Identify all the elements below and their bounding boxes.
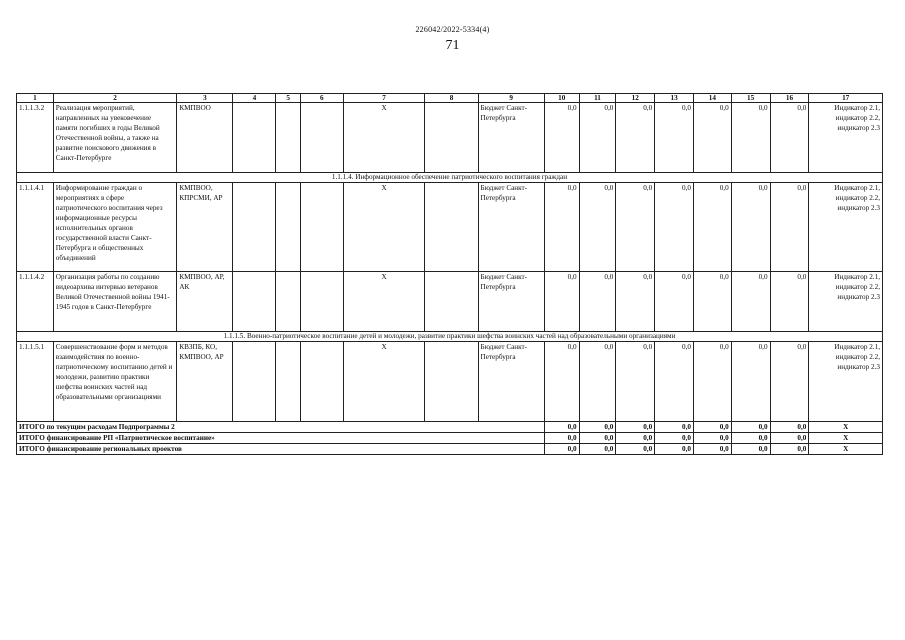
column-header: 3 [177, 94, 233, 103]
empty-cell [300, 272, 343, 332]
column-header: 15 [731, 94, 770, 103]
total-value: 0,0 [693, 433, 731, 444]
total-value: 0,0 [616, 444, 655, 455]
total-value: 0,0 [770, 444, 809, 455]
row-source: Бюджет Санкт-Петербурга [478, 342, 544, 422]
total-value: 0,0 [770, 433, 809, 444]
empty-cell [233, 183, 276, 272]
empty-cell [233, 342, 276, 422]
table-row [17, 272, 883, 332]
row-value: 0,0 [731, 183, 770, 272]
row-value: 0,0 [616, 272, 655, 332]
row-indicators: Индикатор 2.1, индикатор 2.2, индикатор 2.3 [809, 103, 883, 173]
row-value: 0,0 [655, 272, 694, 332]
row-source: Бюджет Санкт-Петербурга [478, 272, 544, 332]
row-value: 0,0 [579, 183, 616, 272]
column-header: 8 [425, 94, 478, 103]
row-mark: Х [343, 183, 425, 272]
total-value: 0,0 [544, 444, 579, 455]
column-header: 14 [693, 94, 731, 103]
row-value: 0,0 [770, 183, 809, 272]
row-value: 0,0 [579, 272, 616, 332]
row-executors: КМПВОО, КПРСМИ, АР [177, 183, 233, 272]
empty-cell [276, 342, 301, 422]
row-source: Бюджет Санкт-Петербурга [478, 103, 544, 173]
row-code: 1.1.1.4.1 [17, 183, 54, 272]
total-row [17, 433, 883, 444]
row-value: 0,0 [693, 103, 731, 173]
section-title: 1.1.1.4. Информационное обеспечение патриотического воспитания граждан [17, 173, 883, 183]
table-row [17, 183, 883, 272]
total-value: 0,0 [579, 433, 616, 444]
row-value: 0,0 [770, 272, 809, 332]
total-value: 0,0 [693, 422, 731, 433]
total-value: 0,0 [693, 444, 731, 455]
row-value: 0,0 [770, 342, 809, 422]
row-value: 0,0 [655, 103, 694, 173]
empty-cell [425, 342, 478, 422]
section-row [17, 173, 883, 183]
empty-cell [425, 103, 478, 173]
document-id: 226042/2022-5334(4) [415, 25, 490, 34]
row-code: 1.1.1.3.2 [17, 103, 54, 173]
total-value: 0,0 [616, 422, 655, 433]
row-value: 0,0 [655, 183, 694, 272]
row-value: 0,0 [616, 342, 655, 422]
total-mark: Х [809, 444, 883, 455]
row-value: 0,0 [693, 342, 731, 422]
empty-cell [233, 103, 276, 173]
row-value: 0,0 [770, 103, 809, 173]
column-header: 16 [770, 94, 809, 103]
row-value: 0,0 [731, 342, 770, 422]
empty-cell [425, 183, 478, 272]
row-indicators: Индикатор 2.1, индикатор 2.2, индикатор 2.3 [809, 272, 883, 332]
row-value: 0,0 [616, 103, 655, 173]
total-row [17, 444, 883, 455]
row-value: 0,0 [544, 183, 579, 272]
program-table [16, 93, 883, 455]
row-executors: КМПВОО [177, 103, 233, 173]
empty-cell [233, 272, 276, 332]
page-number: 71 [445, 38, 460, 53]
row-mark: Х [343, 272, 425, 332]
total-value: 0,0 [731, 433, 770, 444]
column-header: 2 [53, 94, 177, 103]
empty-cell [276, 183, 301, 272]
row-value: 0,0 [693, 183, 731, 272]
column-header: 12 [616, 94, 655, 103]
total-label: ИТОГО финансирование региональных проектов [17, 444, 545, 455]
total-value: 0,0 [731, 444, 770, 455]
total-value: 0,0 [579, 444, 616, 455]
column-header: 1 [17, 94, 54, 103]
total-mark: Х [809, 433, 883, 444]
total-value: 0,0 [655, 422, 694, 433]
column-header: 17 [809, 94, 883, 103]
empty-cell [276, 103, 301, 173]
row-mark: Х [343, 342, 425, 422]
empty-cell [425, 272, 478, 332]
column-header: 13 [655, 94, 694, 103]
row-indicators: Индикатор 2.1, индикатор 2.2, индикатор 2.3 [809, 342, 883, 422]
empty-cell [300, 103, 343, 173]
total-value: 0,0 [770, 422, 809, 433]
row-source: Бюджет Санкт-Петербурга [478, 183, 544, 272]
column-header: 7 [343, 94, 425, 103]
total-value: 0,0 [579, 422, 616, 433]
row-name: Организация работы по созданию видеоархива интервью ветеранов Великой Отечественной войны 1941-1945 годов в Санкт-Петербурге [53, 272, 177, 332]
total-value: 0,0 [655, 444, 694, 455]
table-row [17, 342, 883, 422]
empty-cell [300, 183, 343, 272]
row-value: 0,0 [579, 103, 616, 173]
row-value: 0,0 [693, 272, 731, 332]
row-value: 0,0 [544, 342, 579, 422]
row-name: Совершенствование форм и методов взаимодействия по военно-патриотическому воспитанию детей и молодежи, развитию практики шефства воинских частей над образовательными организациями [53, 342, 177, 422]
section-row [17, 332, 883, 342]
row-value: 0,0 [616, 183, 655, 272]
row-code: 1.1.1.5.1 [17, 342, 54, 422]
row-name: Информирование граждан о мероприятиях в сфере патриотического воспитания через информационные ресурсы исполнительных органов государственной власти Санкт-Петербурга и общественных объединений [53, 183, 177, 272]
row-value: 0,0 [579, 342, 616, 422]
row-indicators: Индикатор 2.1, индикатор 2.2, индикатор 2.3 [809, 183, 883, 272]
row-name: Реализация мероприятий, направленных на увековечение памяти погибших в годы Великой Отечественной войны, а также на развитие поискового движения в Санкт-Петербурге [53, 103, 177, 173]
total-value: 0,0 [731, 422, 770, 433]
empty-cell [276, 272, 301, 332]
total-value: 0,0 [616, 433, 655, 444]
row-code: 1.1.1.4.2 [17, 272, 54, 332]
total-value: 0,0 [544, 422, 579, 433]
row-value: 0,0 [655, 342, 694, 422]
row-executors: КВЗПБ, КО, КМПВОО, АР [177, 342, 233, 422]
column-header: 4 [233, 94, 276, 103]
row-value: 0,0 [731, 272, 770, 332]
total-row [17, 422, 883, 433]
row-value: 0,0 [731, 103, 770, 173]
row-mark: Х [343, 103, 425, 173]
total-label: ИТОГО финансирование РП «Патриотическое воспитание» [17, 433, 545, 444]
column-header: 11 [579, 94, 616, 103]
total-mark: Х [809, 422, 883, 433]
column-header: 5 [276, 94, 301, 103]
row-value: 0,0 [544, 103, 579, 173]
section-title: 1.1.1.5. Военно-патриотическое воспитание детей и молодежи, развитие практики шефства воинских частей над образовательными организациями [17, 332, 883, 342]
row-executors: КМПВОО, АР, АК [177, 272, 233, 332]
column-header: 9 [478, 94, 544, 103]
total-label: ИТОГО по текущим расходам Подпрограммы 2 [17, 422, 545, 433]
column-header: 6 [300, 94, 343, 103]
empty-cell [300, 342, 343, 422]
row-value: 0,0 [544, 272, 579, 332]
header-row [17, 94, 883, 103]
total-value: 0,0 [655, 433, 694, 444]
total-value: 0,0 [544, 433, 579, 444]
table-row [17, 103, 883, 173]
column-header: 10 [544, 94, 579, 103]
